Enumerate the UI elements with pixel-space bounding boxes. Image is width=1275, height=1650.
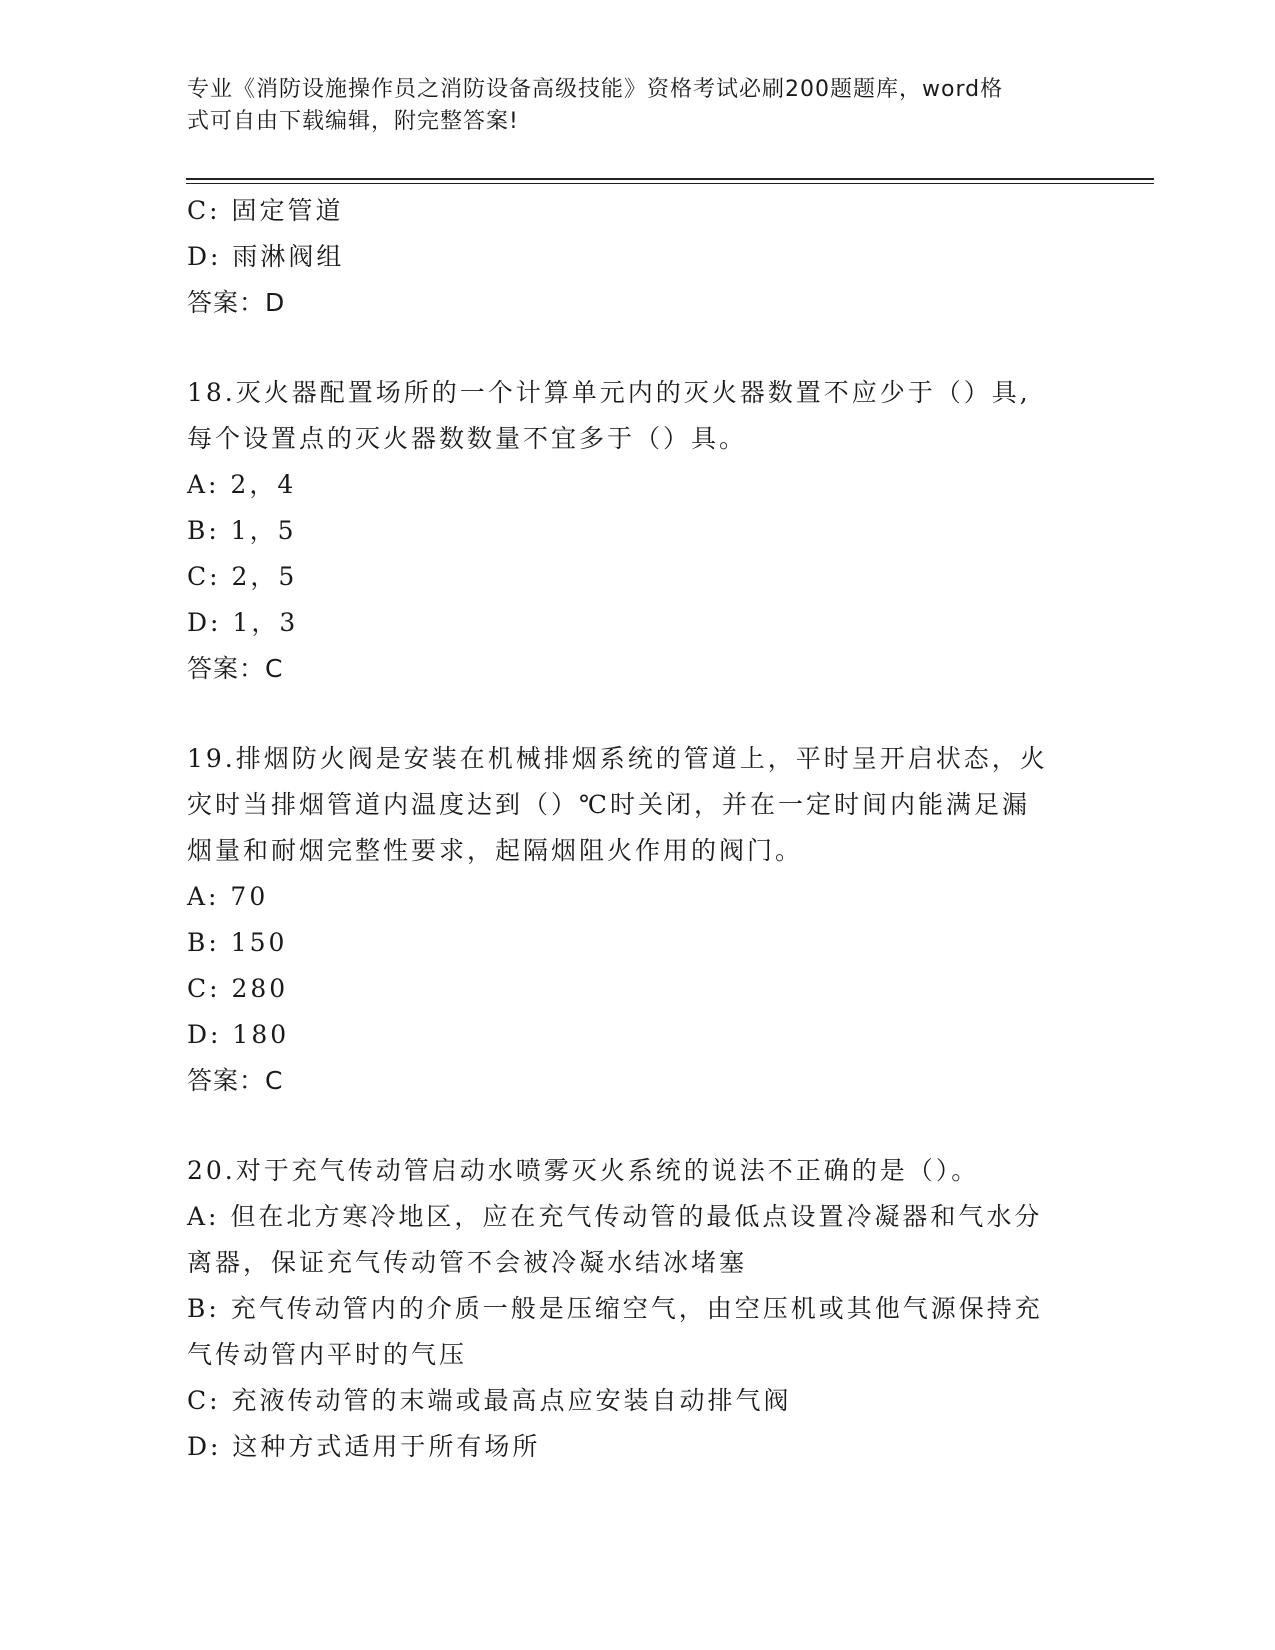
- header-line-2: 式可自由下载编辑，附完整答案!: [187, 109, 519, 134]
- spacer: [187, 1104, 1087, 1148]
- option-a: A: 70: [187, 882, 269, 911]
- option-b: B: 充气传动管内的介质一般是压缩空气，由空压机或其他气源保持充: [187, 1294, 1043, 1323]
- question-stem: 每个设置点的灭火器数数量不宜多于（）具。: [187, 424, 748, 453]
- option-c: C: 充液传动管的末端或最高点应安装自动排气阀: [187, 1386, 792, 1415]
- option-d: D: 雨淋阀组: [187, 242, 345, 271]
- answer-label: 答案：D: [187, 288, 286, 317]
- question-19: [187, 736, 1087, 1104]
- option-b: B: 1，5: [187, 516, 297, 545]
- document-header: [187, 74, 1067, 138]
- option-c: C: 固定管道: [187, 196, 344, 225]
- option-a: A: 2，4: [187, 470, 297, 499]
- option-c: C: 2，5: [187, 562, 298, 591]
- header-line-1: 专业《消防设施操作员之消防设备高级技能》资格考试必刷200题题库，word格: [187, 77, 1004, 102]
- spacer: [187, 326, 1087, 370]
- spacer: [187, 692, 1087, 736]
- option-d: D: 180: [187, 1020, 290, 1049]
- answer-label: 答案：C: [187, 654, 284, 683]
- question-stem: 烟量和耐烟完整性要求，起隔烟阻火作用的阀门。: [187, 836, 804, 865]
- header-divider-thin: [186, 183, 1154, 184]
- question-18: [187, 370, 1087, 692]
- question-20: [187, 1148, 1087, 1470]
- option-c: C: 280: [187, 974, 289, 1003]
- option-b-continued: 气传动管内平时的气压: [187, 1340, 468, 1369]
- question-17-tail: [187, 188, 1087, 326]
- header-divider-thick: [186, 178, 1154, 180]
- question-stem: 20.对于充气传动管启动水喷雾灭火系统的说法不正确的是（）。: [187, 1156, 980, 1185]
- question-stem: 灾时当排烟管道内温度达到（）℃时关闭，并在一定时间内能满足漏: [187, 790, 1030, 819]
- option-d: D: 1，3: [187, 608, 299, 637]
- answer-label: 答案：C: [187, 1066, 284, 1095]
- question-stem: 18.灭火器配置场所的一个计算单元内的灭火器数置不应少于（）具,: [187, 378, 1031, 407]
- option-d: D: 这种方式适用于所有场所: [187, 1432, 541, 1461]
- option-a: A: 但在北方寒冷地区，应在充气传动管的最低点设置冷凝器和气水分: [187, 1202, 1043, 1231]
- question-stem: 19.排烟防火阀是安装在机械排烟系统的管道上，平时呈开启状态，火: [187, 744, 1048, 773]
- option-b: B: 150: [187, 928, 288, 957]
- option-a-continued: 离器，保证充气传动管不会被冷凝水结冰堵塞: [187, 1248, 748, 1277]
- question-content: [187, 188, 1087, 1470]
